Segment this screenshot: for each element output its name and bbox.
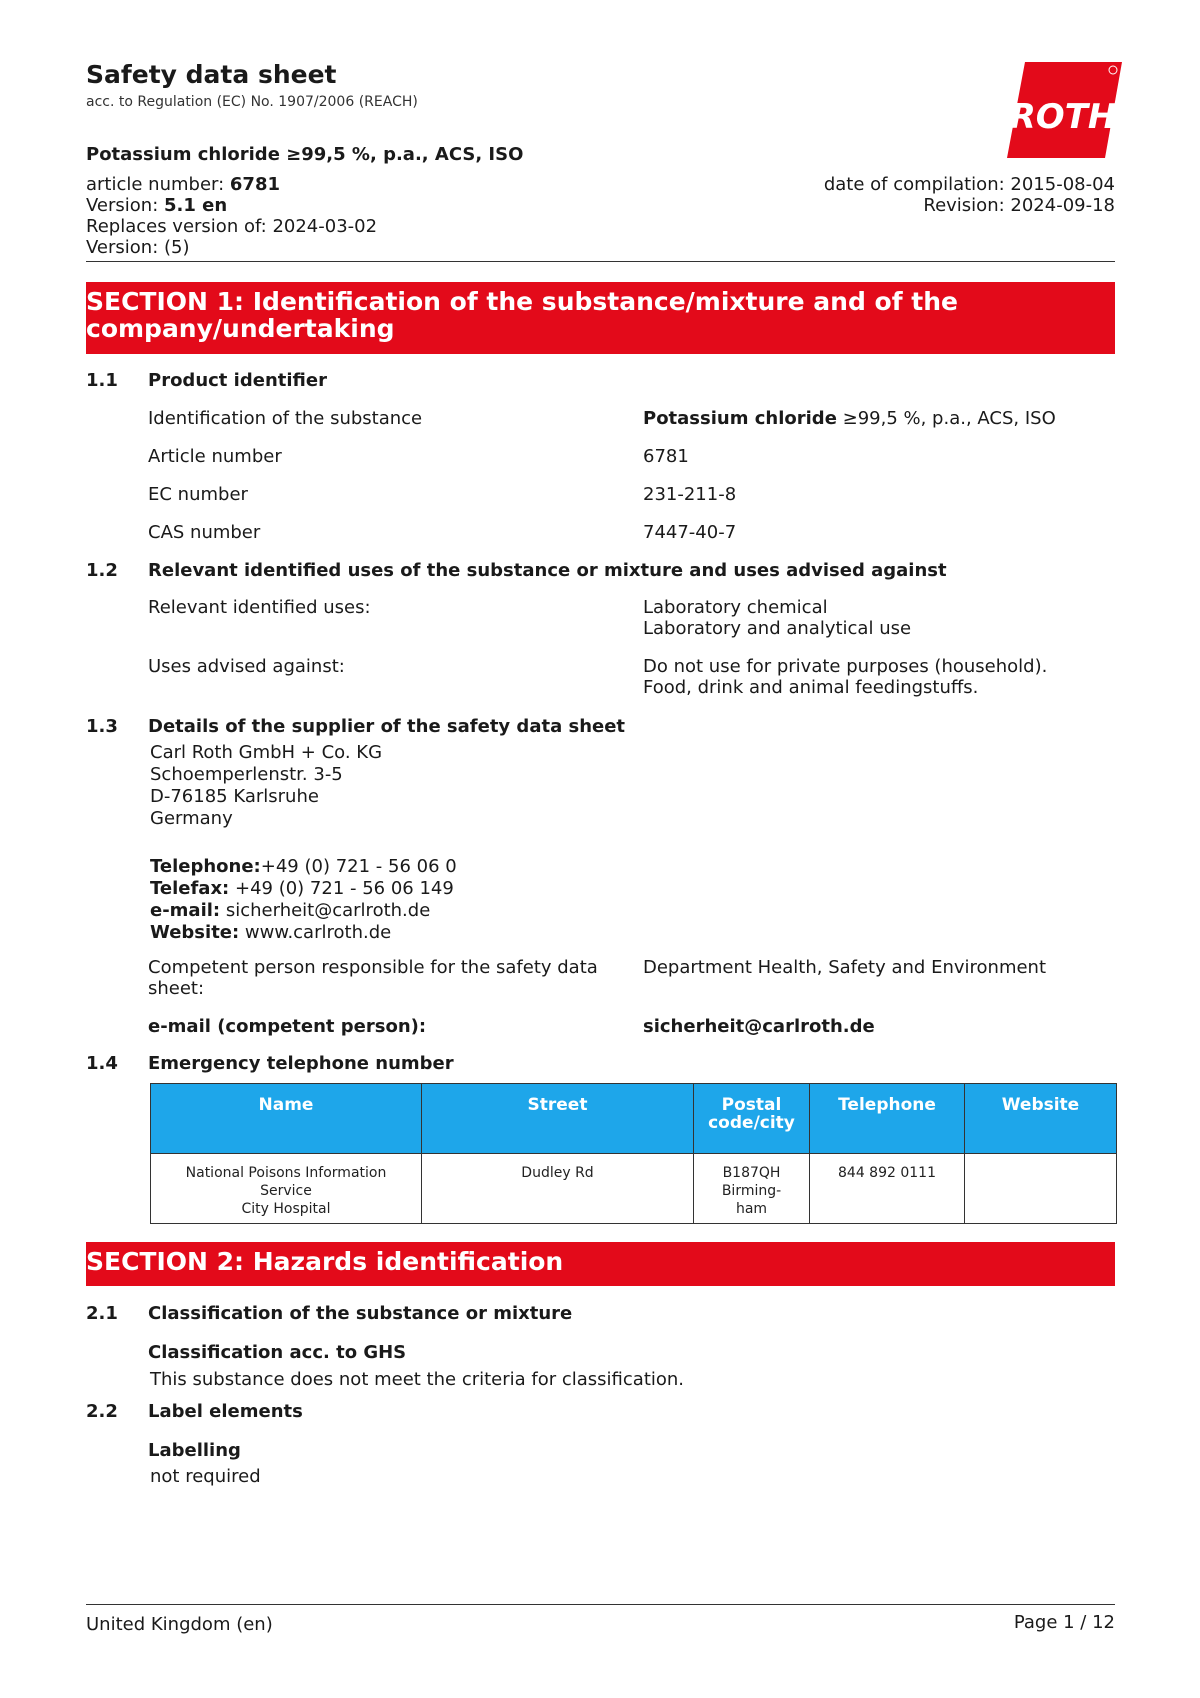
- cell-line: National Poisons Information: [185, 1165, 387, 1181]
- subsection-number: 2.2: [86, 1401, 118, 1422]
- against-item: Food, drink and animal feedingstuffs.: [643, 677, 979, 698]
- footer-country: United Kingdom (en): [86, 1614, 273, 1635]
- competent-person-label: [148, 957, 598, 999]
- website-label: Website:: [150, 922, 240, 943]
- footer-divider: [86, 1604, 1115, 1605]
- document-title: Safety data sheet: [86, 60, 337, 89]
- logo-text: ROTH: [1009, 97, 1117, 137]
- cell-street: Dudley Rd: [422, 1154, 694, 1224]
- cell-line: B187QH: [722, 1165, 781, 1181]
- meta-right: [824, 174, 1115, 216]
- cell-website: [965, 1154, 1117, 1224]
- subsection-number: 1.2: [86, 560, 118, 581]
- uses-label: Relevant identified uses:: [148, 597, 371, 618]
- cell-postal: [694, 1154, 810, 1224]
- row-label: EC number: [148, 484, 248, 505]
- subsection-heading-uses: Relevant identified uses of the substance or mixture and uses advised against: [148, 560, 947, 581]
- classification-ghs-heading: Classification acc. to GHS: [148, 1342, 407, 1363]
- telephone-label: Telephone:: [150, 856, 261, 877]
- row-label: CAS number: [148, 522, 261, 543]
- cell-line: ham: [735, 1201, 768, 1217]
- supplier-address: [150, 742, 382, 830]
- labelling-text: not required: [150, 1466, 261, 1487]
- uses-advised-against-label: Uses advised against:: [148, 656, 345, 677]
- emergency-table: [150, 1083, 1117, 1224]
- competent-email[interactable]: sicherheit@carlroth.de: [643, 1016, 875, 1037]
- article-number: 6781: [229, 174, 281, 195]
- document-subtitle: acc. to Regulation (EC) No. 1907/2006 (REACH): [86, 94, 418, 110]
- competent-label-line: Competent person responsible for the safety data: [148, 957, 598, 978]
- roth-logo: [1005, 60, 1122, 160]
- uses-advised-against-value: [643, 656, 1047, 698]
- competent-label-line: sheet:: [148, 978, 205, 999]
- use-item: Laboratory and analytical use: [643, 618, 912, 639]
- cell-name: [151, 1154, 422, 1224]
- website[interactable]: www.carlroth.de: [239, 922, 392, 943]
- row-value: 231-211-8: [643, 484, 737, 505]
- subsection-number: 2.1: [86, 1303, 118, 1324]
- replaces-version: Replaces version of: 2024-03-02: [86, 216, 378, 237]
- email-label: e-mail:: [150, 900, 221, 921]
- column-header: Postal code/city: [694, 1084, 810, 1154]
- product-name: Potassium chloride ≥99,5 %, p.a., ACS, ISO: [86, 144, 524, 165]
- use-item: Laboratory chemical: [643, 597, 828, 618]
- table-header-row: [151, 1084, 1117, 1154]
- row-label: Identification of the substance: [148, 408, 423, 429]
- cell-telephone: 844 892 0111: [810, 1154, 965, 1224]
- supplier-contact: [150, 856, 457, 944]
- header-divider: [86, 261, 1115, 262]
- article-number-label: article number:: [86, 174, 230, 195]
- section-1-heading: [86, 282, 1115, 354]
- email[interactable]: sicherheit@carlroth.de: [220, 900, 431, 921]
- cell-line: Service: [260, 1183, 312, 1199]
- section-1-title-line2: company/undertaking: [86, 314, 395, 343]
- address-line: Schoemperlenstr. 3-5: [150, 764, 343, 785]
- competent-person-value: Department Health, Safety and Environment: [643, 957, 1047, 978]
- substance-name: Potassium chloride: [643, 408, 837, 429]
- telefax-label: Telefax:: [150, 878, 230, 899]
- competent-email-label: e-mail (competent person):: [148, 1016, 427, 1037]
- substance-grade: ≥99,5 %, p.a., ACS, ISO: [836, 408, 1056, 429]
- row-value: [643, 408, 1056, 429]
- telephone: +49 (0) 721 - 56 06 0: [260, 856, 457, 877]
- against-item: Do not use for private purposes (household).: [643, 656, 1048, 677]
- subsection-number: 1.3: [86, 716, 118, 737]
- address-line: Carl Roth GmbH + Co. KG: [150, 742, 383, 763]
- labelling-heading: Labelling: [148, 1440, 241, 1461]
- section-1-title-line1: SECTION 1: Identification of the substance/mixture and of the: [86, 287, 958, 316]
- row-label: Article number: [148, 446, 282, 467]
- column-header: Telephone: [810, 1084, 965, 1154]
- uses-value: [643, 597, 911, 639]
- meta-left: [86, 174, 377, 258]
- replaces-version-number: Version: (5): [86, 237, 190, 258]
- subsection-heading-classification: Classification of the substance or mixture: [148, 1303, 573, 1324]
- classification-text: This substance does not meet the criteria for classification.: [150, 1369, 685, 1390]
- address-line: D-76185 Karlsruhe: [150, 786, 319, 807]
- address-line: Germany: [150, 808, 233, 829]
- telefax: +49 (0) 721 - 56 06 149: [229, 878, 454, 899]
- column-header: Name: [151, 1084, 422, 1154]
- cell-line: City Hospital: [241, 1201, 331, 1217]
- revision-date: Revision: 2024-09-18: [923, 195, 1115, 216]
- row-value: 6781: [643, 446, 689, 467]
- table-row: [151, 1154, 1117, 1224]
- subsection-heading-supplier: Details of the supplier of the safety data sheet: [148, 716, 626, 737]
- version: 5.1 en: [163, 195, 228, 216]
- cell-line: Birming-: [721, 1183, 782, 1199]
- subsection-heading-product-identifier: Product identifier: [148, 370, 327, 391]
- column-header: Website: [965, 1084, 1117, 1154]
- column-header: Street: [422, 1084, 694, 1154]
- section-2-heading: SECTION 2: Hazards identification: [86, 1242, 1115, 1286]
- subsection-number: 1.1: [86, 370, 118, 391]
- subsection-number: 1.4: [86, 1053, 118, 1074]
- version-label: Version:: [86, 195, 164, 216]
- row-value: 7447-40-7: [643, 522, 737, 543]
- date-of-compilation: date of compilation: 2015-08-04: [823, 174, 1115, 195]
- page-number: Page 1 / 12: [1013, 1612, 1115, 1633]
- subsection-heading-label-elements: Label elements: [148, 1401, 303, 1422]
- subsection-heading-emergency: Emergency telephone number: [148, 1053, 454, 1074]
